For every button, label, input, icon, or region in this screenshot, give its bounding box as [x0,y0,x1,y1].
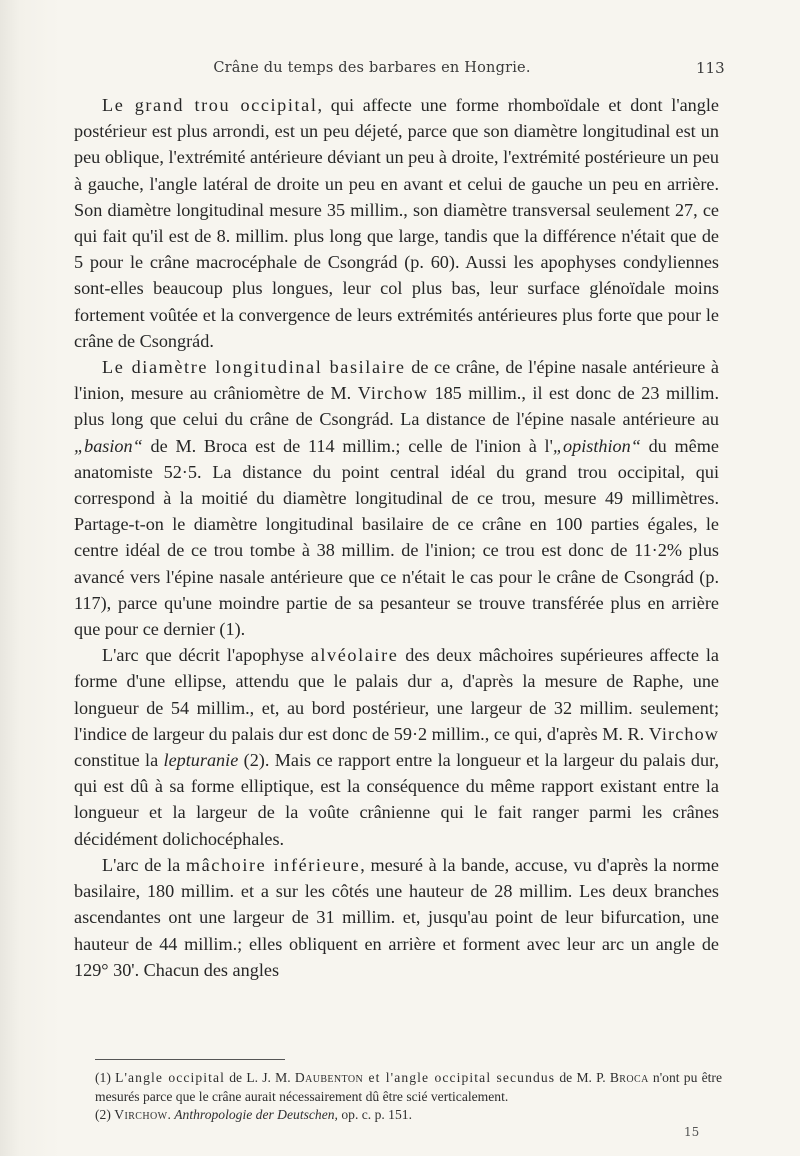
p3-part0: L'arc que décrit l'apophyse [102,645,311,666]
fn2-number: (2) [95,1107,111,1123]
fn2-c: op. c. p. 151. [337,1107,412,1123]
paragraph-2 [74,354,719,642]
paragraph-3 [74,642,719,852]
paragraph-4 [74,852,719,983]
p1-rest: , qui affecte une forme rhomboïdale et dont l'angle postérieur est plus arrondi, est un peu déjeté, parce que son diamètre longitudinal est un peu oblique, l'extrémité antérieure déviant un peu à droite, l'extrémité postérieure un peu à gauche, l'angle latéral de droite un peu en avant et celui de gauche un peu en arrière. Son diamètre longitudinal mesure 35 millim., son diamètre transversal seulement 27, ce qui fait qu'il est de 8. millim. plus long que large, tandis que la différence n'était que de 5 pour le crâne macrocéphale de Csongrád (p. 60). Aussi les apophyses condyliennes sont-elles beaucoup plus longues, leur col plus bas, leur surface glénoïdale moins fortement voûtée et la convergence de leurs extrémités antérieures plus forte que pour le crâne de Csongrád. [74,95,719,351]
fn1-author-broca: Broca [609,1070,649,1085]
signature-mark: 15 [684,1125,700,1139]
page-number: 113 [696,59,725,77]
fn2-b: . [167,1107,175,1123]
fn2-title: Anthropologie der Deutschen, [174,1107,338,1123]
fn1-e: n'ont pu être mesurés parce que le crâne aurait nécessairement dû être scié verticalement. [95,1070,722,1104]
fn1-b: de L. J. M. [225,1070,295,1085]
p2-part3: de M. Broca est de 114 millim.; celle de l'inion à l' [142,435,553,456]
p4-part1: , mesuré à la bande, accuse, vu d'après la norme basilaire, 180 millim. et a sur les côtés une hauteur de 28 millim. Les deux branches ascendantes ont une largeur de 31 millim. et, jusqu'au point de leur bifurcation, une hauteur de 44 millim.; elles obliquent en arrière et forment avec leur arc un angle de 129° 30'. Chacun des angles [74,854,719,980]
p2-part4: du même anatomiste 52·5. La distance du point central idéal du grand trou occipital, qui correspond à la moitié du diamètre longitudinal de ce trou, mesure 49 millimètres. Partage-t-on le diamètre longitudinal basilaire de ce crâne en 100 parties égales, le centre idéal de ce trou tombe à 38 millim. de l'inion; ce trou est donc de 11·2% plus avancé vers l'épine nasale antérieure que ce n'était le cas pour le crâne de Csongrád (p. 117), parce qu'une moindre partie de sa pesanteur se trouve transférée plus en arrière que pour ce dernier (1). [74,435,719,640]
footnote-2 [95,1106,722,1125]
p4-part0: L'arc de la [102,854,186,875]
p2-part2: 185 millim., il est donc de 23 millim. plus long que celui du crâne de Csongrád. La distance de l'épine nasale antérieure au [74,383,719,430]
main-text [74,92,719,983]
p1-lead: Le grand trou occipital [102,95,318,115]
p2-term-opisthion: „opisthion“ [552,435,641,456]
footnote-1 [95,1069,722,1106]
p3-term-lepturanie: lepturanie [163,750,239,771]
running-title: Crâne du temps des barbares en Hongrie. [213,60,531,76]
p2-term-basion: „basion“ [74,435,143,456]
p3-part2: constitue la [74,750,164,771]
fn1-term: L'angle occipital [115,1070,226,1085]
fn1-d: de M. P. [555,1070,610,1085]
footnotes [95,1069,722,1125]
fn2-author: Virchow [114,1107,168,1123]
footnote-divider [95,1059,285,1060]
p4-lead: mâchoire inférieure [185,854,361,875]
p2-name1: Virchow [357,383,428,404]
paragraph-1 [74,92,719,354]
p3-name1: Virchow [648,723,719,744]
fn1-author-daubenton: Daubenton [294,1070,364,1085]
fn1-number: (1) [95,1070,111,1085]
p3-part3: (2). Mais ce rapport entre la longueur et la largeur du palais dur, qui est dû à sa forme elliptique, est la conséquence du même rapport existant entre la longueur et la largeur de la voûte crânienne qui le fait ranger parmi les crânes décidément dolichocéphales. [74,750,719,849]
fn1-c: et l'angle occipital secundus [363,1070,556,1085]
p3-part1: des deux mâchoires supérieures affecte la forme d'une ellipse, attendu que le palais dur a, d'après la mesure de Raphe, une longueur de 54 millim., et, au bord postérieur, une largeur de 32 millim. seulement; l'indice de largeur du palais dur est donc de 59·2 millim., ce qui, d'après M. R. [74,645,719,744]
p2-part1: de ce crâne, de l'épine nasale antérieure à l'inion, mesure au crâniomètre de M. [74,357,719,404]
p2-lead: Le diamètre longitudinal basilaire [102,357,406,378]
p3-lead: alvéolaire [310,645,399,666]
